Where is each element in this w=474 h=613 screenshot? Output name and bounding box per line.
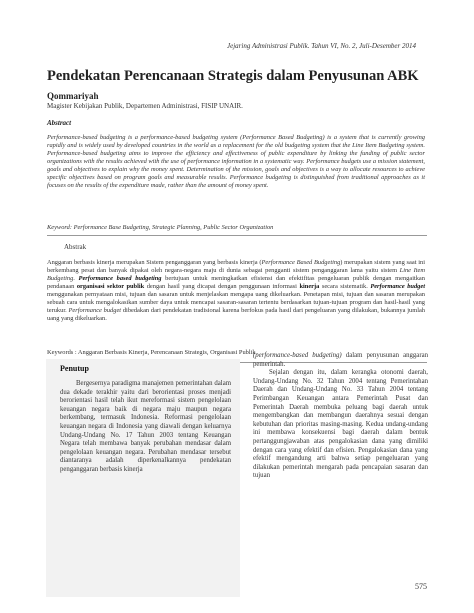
- body-paragraph: [253, 352, 428, 369]
- body-text: dalam penyusunan anggaran pemerintah.: [253, 352, 428, 368]
- author-affiliation: Magister Kebijakan Publik, Departemen Administrasi, FISIP UNAIR.: [47, 102, 243, 110]
- divider: [47, 235, 427, 236]
- abstrak-text: bertujuan untuk meningkatkan efisiensi dan efektifitas pengeluaran publik dengan mengaitkan pendanaan: [47, 275, 425, 291]
- body-italic: (performance-based budgeting): [253, 352, 342, 359]
- section-heading: Penutup: [60, 364, 89, 373]
- abstrak-italic: Performance Based Budgeting: [261, 259, 341, 266]
- abstrak-text: Anggaran berbasis kinerja merupakan Sistem penganggaran yang berbasis kinerja (: [47, 259, 262, 266]
- abstrak-text: ) merupakan sistem yang saat ini berkembang pesat dan banyak dipakai oleh negara-negara maju di dunia sebagai pengganti sistem penganggaran lama yaitu sistem: [47, 259, 425, 275]
- abstrak-bold: organisasi sektor publik: [76, 283, 145, 291]
- abstrak-text: menggunakan pernyataan misi, tujuan dan sasaran untuk menjelaskan mengapa uang dikeluarkan. Penetapan misi, tujuan dan sasaran merupakan sebuah cara untuk mengalokasikan sumber daya untuk mencapai sasaran-sasaran tertentu berdasarkan tujuan-tujuan program dan hasil-hasil yang terukur.: [47, 291, 425, 315]
- abstrak-italic: Performance budget: [68, 307, 122, 315]
- body-paragraph: Sejalan dengan itu, dalam kerangka otonomi daerah, Undang-Undang No. 32 Tahun 2004 tentang Pemerintahan Daerah dan Undang-Undang No. 33 Tahun 2004 tentang Perimbangan Keuangan antara Pemerintah Pusat dan Pemerintah Daerah membuka peluang bagi daerah untuk mengembangkan dan membangun daerahnya sesuai dengan kebutuhan dan prioritas masing-masing. Kedua undang-undang ini membawa konsekuensi bagi daerah dalam bentuk pertanggungjawaban atas pengalokasian dana yang dimiliki dengan cara yang efektif dan efisien. Pengalokasian dana yang efektif mengandung arti bahwa setiap pengeluaran yang dilakukan pemerintah mengarah pada pencapaian sasaran dan tujuan: [253, 369, 428, 480]
- abstrak-bold-italic: Performance based budgeting: [78, 275, 162, 283]
- author-name: Qommariyah: [47, 91, 99, 101]
- abstract-heading: Abstract: [47, 119, 72, 127]
- abstract-english: Performance-based budgeting is a performance-based budgeting system (Performance Based Budgeting) is a system that is currently growing rapidly and is widely used by developed countries in the world as a replacement for the old budgeting system that the Line Item Budgeting system. Performance-based budgeting aims to improve the efficiency and effectiveness of public expenditure by linking the funding of public sector organizations with the results achieved with the use of performance information in a systematic way. Performance budgets use a mission statement, goals and objectives to explain why the money spent. Determination of the mission, goals and objectives is a way to allocate resources to achieve specific objectives based on program goals and measurable results. Performance budgeting is distinguished from traditional approaches as it focuses on the results of the expenditure made, rather than the amount of money spent.: [47, 134, 425, 190]
- abstrak-text: dengan hasil yang dicapai dengan penggunaan informasi: [144, 283, 300, 291]
- abstrak-italic: Line Item Budgeting: [47, 267, 425, 283]
- abstrak-text: .: [73, 275, 79, 283]
- abstrak-bold-italic: Performance budget: [370, 283, 425, 291]
- abstrak-bold: kinerja: [299, 283, 320, 291]
- keywords-indonesian: Keywords : Anggaran Berbasis Kinerja, Perencanaan Strategis, Organisasi Publik: [47, 349, 256, 356]
- keywords-english: Keyword: Performance Base Budgeting, Strategic Planning, Public Sector Organization: [47, 224, 274, 231]
- article-title: Pendekatan Perencanaan Strategis dalam Penyusunan ABK: [47, 68, 419, 84]
- page-number: 575: [415, 582, 427, 591]
- abstrak-text: secara sistematik.: [319, 283, 371, 291]
- abstrak-heading: Abstrak: [64, 243, 87, 251]
- right-column: [253, 352, 428, 481]
- abstract-indonesian: [47, 259, 425, 323]
- abstrak-text: dibedakan dari pendekatan tradisional karena berfokus pada hasil dari pengeluaran yang dilakukan, bukannya jumlah uang yang dikeluarkan.: [47, 307, 426, 323]
- body-paragraph: Bergesernya paradigma manajemen pemerintahan dalam dua dekade terakhir yaitu dari berorientasi proses menjadi berorientasi hasil telah ikut mereformasi sistem pengelolaan keuangan negara baik di negara maju maupun negara berkembang, termasuk Indonesia. Reformasi pengelolaan keuangan negara di Indonesia yang diawali dengan keluarnya Undang-Undang No. 17 Tahun 2003 tentang Keuangan Negara telah membawa banyak perubahan mendasar dalam pengelolaan keuangan negara. Perubahan mendasar tersebut diantaranya adalah diperkenalkannya pendekatan penganggaran berbasis kinerja: [60, 380, 231, 473]
- running-header: Jejaring Administrasi Publik. Tahun VI, No. 2, Juli-Desember 2014: [227, 42, 416, 50]
